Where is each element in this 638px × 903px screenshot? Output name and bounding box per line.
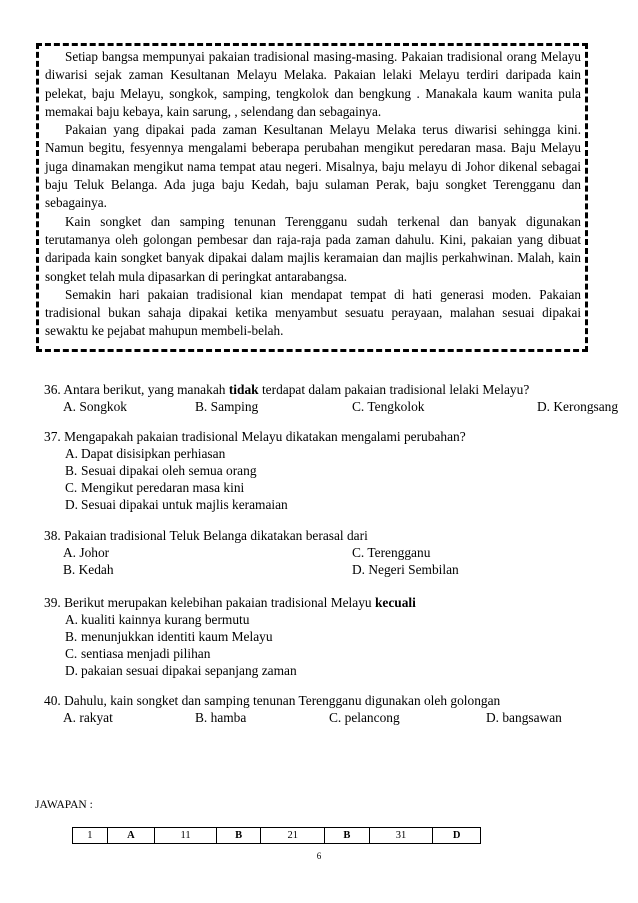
passage-paragraph-2: Pakaian yang dipakai pada zaman Kesultanan Melayu Melaka terus diwarisi sehingga kini. Namun begitu, fesyennya mengalami beberapa perubahan mengikut peredaran masa. Baju Melayu juga dinamakan mengikut nama tempat atau negeri. Misalnya, baju melayu di Johor dikenal sebagai baju Teluk Belanga. Ada juga baju Kedah, baju sulaman Perak, baju songket Terengganu dan sebagainya. [45, 122, 581, 211]
option-a[interactable]: A. kualiti kainnya kurang bermutu [65, 612, 250, 627]
option-b[interactable]: B. Kedah [63, 562, 114, 577]
option-c[interactable]: C. pelancong [329, 710, 400, 725]
question-38-options-row-1 [44, 544, 614, 561]
question-36-stem: 36. Antara berikut, yang manakah tidak terdapat dalam pakaian tradisional lelaki Melayu? [44, 382, 530, 397]
answer-cell-letter: D [433, 828, 481, 844]
option-b[interactable]: B. hamba [195, 710, 247, 725]
question-36 [44, 381, 619, 415]
question-37-options [44, 445, 614, 513]
answer-cell-letter: A [107, 828, 155, 844]
answer-cell-letter: B [325, 828, 369, 844]
option-c[interactable]: C. Mengikut peredaran masa kini [65, 480, 245, 495]
keyword-kecuali: kecuali [374, 595, 416, 610]
keyword-tidak: tidak [228, 382, 259, 397]
question-40 [44, 692, 614, 726]
answer-cell-number: 1 [73, 828, 108, 844]
answer-cell-number: 21 [261, 828, 325, 844]
option-d[interactable]: D. pakaian sesuai dipakai sepanjang zaman [65, 663, 297, 678]
question-39-options [44, 611, 614, 679]
option-a[interactable]: A. Johor [63, 545, 110, 560]
option-d[interactable]: D. bangsawan [486, 710, 562, 725]
question-38 [44, 527, 614, 578]
question-39-stem: 39. Berikut merupakan kelebihan pakaian tradisional Melayu kecuali [44, 595, 416, 610]
option-a[interactable]: A. Songkok [63, 399, 127, 414]
option-c[interactable]: C. Terengganu [352, 545, 431, 560]
passage-paragraph-4: Semakin hari pakaian tradisional kian mendapat tempat di hati generasi moden. Pakaian tradisional bukan sahaja dipakai ketika menyambut sesuatu perayaan, malahan sesuai dipakai sewaktu ke pejabat mahupun membeli-belah. [45, 286, 581, 339]
option-a[interactable]: A. Dapat disisipkan perhiasan [65, 446, 226, 461]
answer-cell-number: 11 [155, 828, 217, 844]
option-d[interactable]: D. Kerongsang [537, 399, 619, 414]
option-b[interactable]: B. menunjukkan identiti kaum Melayu [65, 629, 273, 644]
reading-passage [36, 43, 588, 352]
option-a[interactable]: A. rakyat [63, 710, 113, 725]
passage-paragraph-1: Setiap bangsa mempunyai pakaian tradisional masing-masing. Pakaian tradisional orang Melayu diwarisi sejak zaman Kesultanan Melayu Melaka. Pakaian lelaki Melayu terdiri daripada kain pelekat, baju Melayu, songkok, samping, tengkolok dan bengkung . Manakala kaum wanita pula memakai baju kebaya, kain sarung, , selendang dan sebagainya. [45, 49, 581, 119]
question-38-stem: 38. Pakaian tradisional Teluk Belanga dikatakan berasal dari [44, 528, 368, 543]
question-37 [44, 428, 614, 513]
answer-cell-number: 31 [369, 828, 433, 844]
jawapan-label: JAWAPAN : [35, 799, 93, 811]
option-c[interactable]: C. sentiasa menjadi pilihan [65, 646, 211, 661]
answer-cell-letter: B [216, 828, 260, 844]
option-d[interactable]: D. Negeri Sembilan [352, 562, 459, 577]
option-b[interactable]: B. Sesuai dipakai oleh semua orang [65, 463, 257, 478]
question-39 [44, 594, 614, 679]
option-b[interactable]: B. Samping [195, 399, 259, 414]
question-37-stem: 37. Mengapakah pakaian tradisional Melayu dikatakan mengalami perubahan? [44, 429, 466, 444]
question-38-options-row-2 [44, 561, 614, 578]
passage-paragraph-3: Kain songket dan samping tenunan Terengganu sudah terkenal dan banyak digunakan terutamanya oleh golongan pembesar dan raja-raja pada zaman dahulu. Kini, pakaian yang dibuat daripada kain songket banyak dipakai dalam majlis keramaian dan majlis perkahwinan. Malah, kain songket telah mula dipasarkan di peringkat antarabangsa. [45, 213, 581, 284]
table-row [73, 828, 481, 844]
option-c[interactable]: C. Tengkolok [352, 399, 425, 414]
answer-table [72, 827, 481, 844]
option-d[interactable]: D. Sesuai dipakai untuk majlis keramaian [65, 497, 288, 512]
question-36-options [44, 398, 619, 415]
question-40-stem: 40. Dahulu, kain songket dan samping tenunan Terengganu digunakan oleh golongan [44, 693, 501, 708]
page-number: 6 [316, 851, 322, 861]
question-40-options [44, 709, 614, 726]
